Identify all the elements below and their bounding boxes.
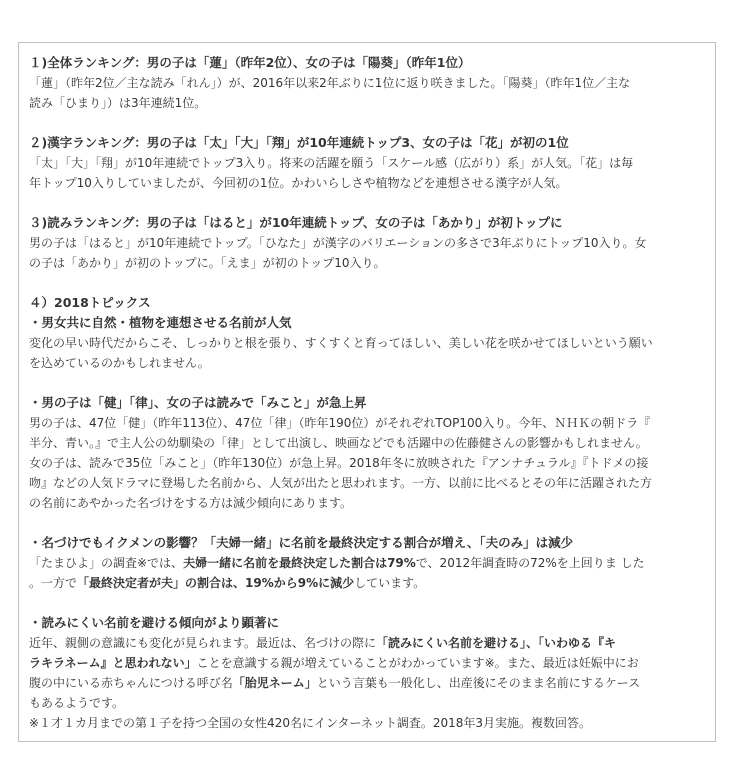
topic-2-text-line: 男の子は、47位「健」（昨年113位）、47位「律」（昨年190位）がそれぞれTOP100入り。今年、ＮＨＫの朝ドラ『 [29, 416, 651, 430]
emphasis-text: 「胎児ネーム」 [232, 676, 317, 690]
topic-2-text-line: 半分、青い。』で主人公の幼馴染の「律」として出演し、映画などでも活躍中の佐藤健さんの影響かもしれません。 [29, 436, 648, 450]
topic-4-heading: ・読みにくい名前を避ける傾向がより顕著に [29, 615, 280, 630]
text-span: 近年、親側の意識にも変化が見られます。最近は、名づけの際に [29, 636, 377, 650]
text-span: 腹の中にいる赤ちゃんにつける呼び名 [29, 676, 233, 690]
section-4-heading: ４）2018トピックス [29, 295, 151, 310]
topic-1-heading: ・男女共に自然・植物を連想させる名前が人気 [29, 315, 292, 330]
topic-1-text-line: 変化の早い時代だからこそ、しっかりと根を張り、すくすくと育ってほしい、美しい花を咲かせてほしいという願い [29, 336, 653, 350]
section-2-text-line: 「太」「大」「翔」が10年連続でトップ3入り。将来の活躍を願う「スケール感（広がり）系」が人気。「花」は毎 [29, 156, 634, 170]
emphasis-text: 夫婦一緒に名前を最終決定した割合は79% [183, 556, 416, 570]
text-span: ことを意識する親が増えていることがわかっています※。また、最近は妊娠中にお [196, 656, 639, 670]
article-frame [18, 42, 716, 742]
text-span: しています。 [354, 576, 426, 590]
topic-4-text-line: もあるようです。 [29, 696, 125, 710]
section-2-text-line: 年トップ10入りしていましたが、今回初の1位。かわいらしさや植物などを連想させる漢字が人気。 [29, 176, 568, 190]
section-3-text-line: の子は「あかり」が初のトップに。「えま」が初のトップ10入り。 [29, 256, 386, 270]
topic-3-heading: ・名づけでもイクメンの影響？「夫婦一緒」に名前を最終決定する割合が増え、「夫のみ」は減少 [29, 535, 574, 550]
topic-4-text-line [29, 673, 707, 693]
article-content [29, 53, 707, 733]
topic-2-text-line: の名前にあやかった名づけをする方は減少傾向にあります。 [29, 496, 353, 510]
section-2-heading: ２)漢字ランキング：男の子は「太」「大」「翔」が10年連続トップ3、女の子は「花」が初の1位 [29, 135, 569, 150]
section-1-text-line: 「蓮」（昨年2位／主な読み「れん」）が、2016年以来2年ぶりに1位に返り咲きました。「陽葵」（昨年1位／主な [29, 76, 631, 90]
topic-3-text-line [29, 573, 707, 593]
topic-1-text-line: を込めているのかもしれません。 [29, 356, 210, 370]
text-span: という言葉も一般化し、出産後にそのまま名前にするケース [316, 676, 641, 690]
topic-4-text-line [29, 653, 707, 673]
text-span: で、2012年調査時の72%を上回りま した [415, 556, 645, 570]
topic-2-heading: ・男の子は「健」「律」、女の子は読みで「みこと」が急上昇 [29, 395, 367, 410]
section-1-heading: １)全体ランキング：男の子は「蓮」（昨年2位）、女の子は「陽葵」（昨年1位） [29, 55, 471, 70]
survey-footnote: ※１才１カ月までの第１子を持つ全国の女性420名にインターネット調査。2018年3月実施。複数回答。 [29, 716, 592, 730]
topic-3-text-line [29, 553, 707, 573]
text-span: 。一方で [29, 576, 78, 590]
topic-2-text-line: 女の子は、読みで35位「みこと」（昨年130位）が急上昇。2018年冬に放映された『アンナチュラル』『トドメの接 [29, 456, 649, 470]
emphasis-text: 「最終決定者が夫」の割合は、19%から9%に減少 [77, 576, 355, 590]
section-1-text-line: 読み「ひまり」）は3年連続1位。 [29, 96, 207, 110]
emphasis-text: 「読みにくい名前を避ける」、「いわゆる『キ [376, 636, 617, 650]
topic-4-text-line [29, 633, 707, 653]
section-3-text-line: 男の子は「はると」が10年連続でトップ。「ひなた」が漢字のバリエーションの多さで3年ぶりにトップ10入り。女 [29, 236, 647, 250]
section-3-heading: ３)読みランキング：男の子は「はると」が10年連続トップ、女の子は「あかり」が初トップに [29, 215, 563, 230]
topic-2-text-line: 吻』などの人気ドラマに登場した名前から、人気が出たと思われます。一方、以前に比べるとその年に活躍された方 [29, 476, 653, 490]
emphasis-text: ラキラネーム』と思われない」 [29, 656, 197, 670]
text-span: 「たまひよ」の調査※では、 [29, 556, 184, 570]
